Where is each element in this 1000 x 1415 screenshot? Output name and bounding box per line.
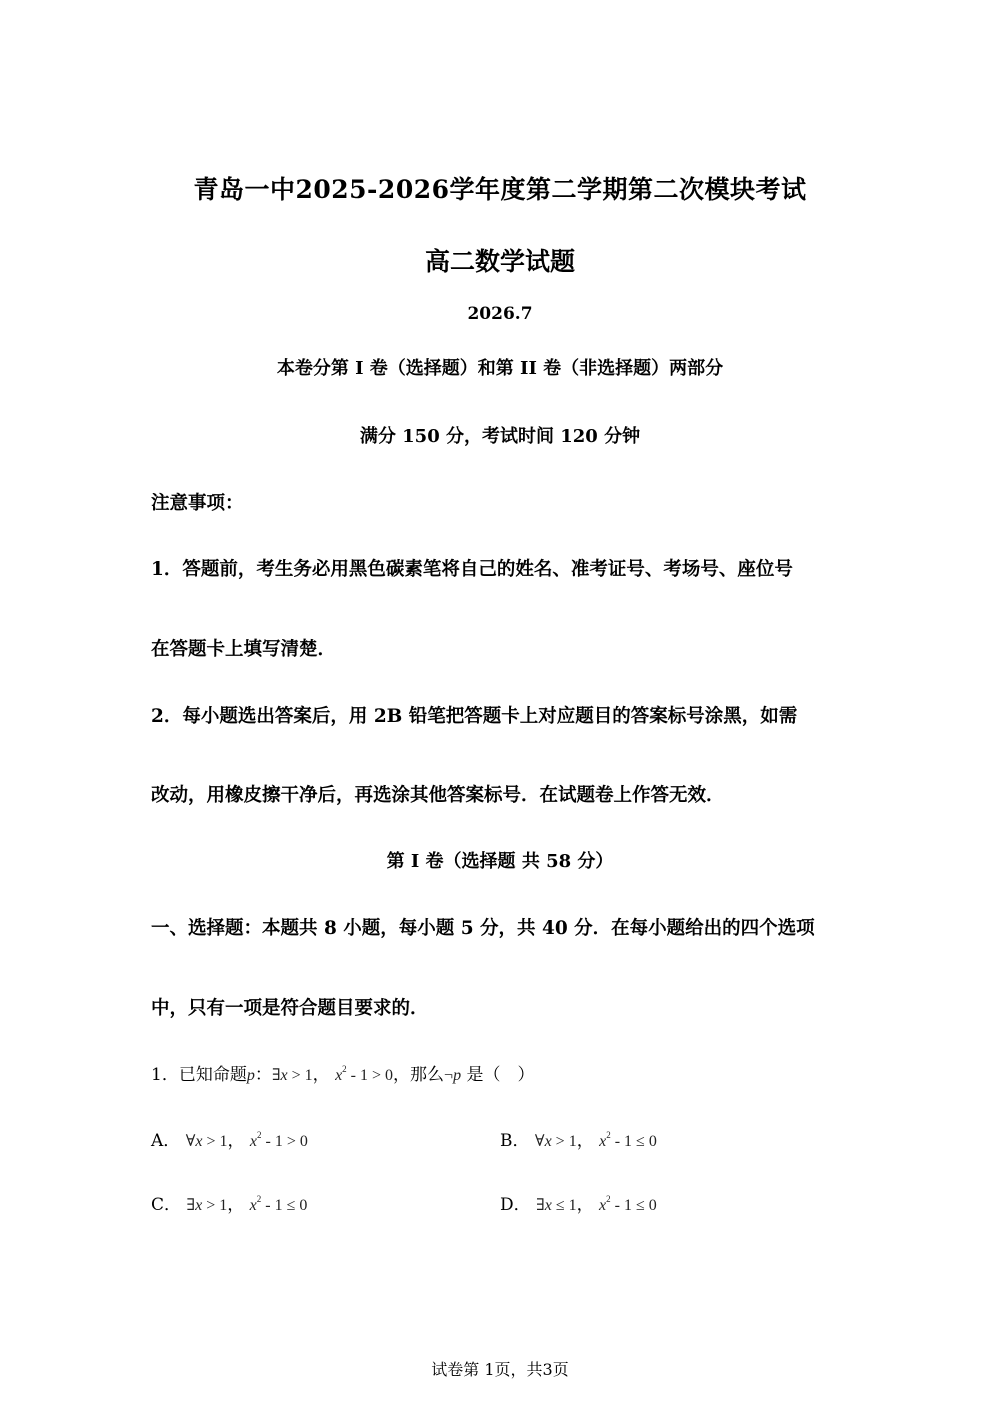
- exam-date: 2026.7: [467, 304, 533, 324]
- exam-score-time: 满分 150 分，考试时间 120 分钟: [359, 426, 641, 447]
- notes-heading: 注意事项：: [151, 493, 244, 514]
- section-instructions-line-2: 中，只有一项是符合题目要求的．: [151, 998, 429, 1019]
- question-1-prefix: 1．已知命题: [151, 1065, 247, 1085]
- note-item-2-line-1: 2．每小题选出答案后，用 2B 铅笔把答题卡上对应题目的答案标号涂黑，如需: [151, 706, 798, 727]
- note-item-1-line-1: 1．答题前，考生务必用黑色碳素笔将自己的姓名、准考证号、考场号、座位号: [151, 559, 793, 580]
- exam-title: 青岛一中2025-2026学年度第二学期第二次模块考试: [193, 175, 807, 204]
- question-1-stem: [151, 1060, 534, 1085]
- question-1-comma: ，: [312, 1065, 330, 1085]
- note-item-2-line-2: 改动，用橡皮擦干净后，再选涂其他答案标号．在试题卷上作答无效．: [151, 785, 725, 806]
- exam-subtitle: 高二数学试题: [424, 247, 575, 276]
- exam-structure: 本卷分第 I 卷（选择题）和第 II 卷（非选择题）两部分: [276, 358, 724, 379]
- question-1-ending: 是（ ）: [461, 1065, 535, 1085]
- question-1-condition: ∃x > 1: [271, 1067, 313, 1084]
- option-d[interactable]: D． ∃x ≤ 1， $x^2 - 1 \le 0$: [500, 1194, 657, 1215]
- question-1-then: ，那么: [393, 1065, 445, 1085]
- proposition-p: p: [246, 1067, 255, 1084]
- page-footer: 试卷第 1页，共3页: [431, 1360, 569, 1379]
- question-1-colon: ：: [254, 1065, 272, 1085]
- question-1-expression: $x^2 - 1 > 0$: [335, 1064, 394, 1084]
- option-c[interactable]: C． ∃x > 1， $x^2 - 1 \le 0$: [151, 1194, 308, 1215]
- note-item-1-line-2: 在答题卡上填写清楚．: [151, 639, 337, 660]
- negation-p: ¬p: [444, 1067, 462, 1084]
- section-instructions-line-1: 一、选择题：本题共 8 小题，每小题 5 分，共 40 分．在每小题给出的四个选项: [151, 918, 815, 939]
- option-b[interactable]: B． ∀x > 1， $x^2 - 1 \le 0$: [500, 1130, 657, 1151]
- option-a[interactable]: A． ∀x > 1， $x^2 - 1 > 0$: [151, 1130, 308, 1151]
- part1-heading: 第 I 卷（选择题 共 58 分）: [386, 851, 614, 872]
